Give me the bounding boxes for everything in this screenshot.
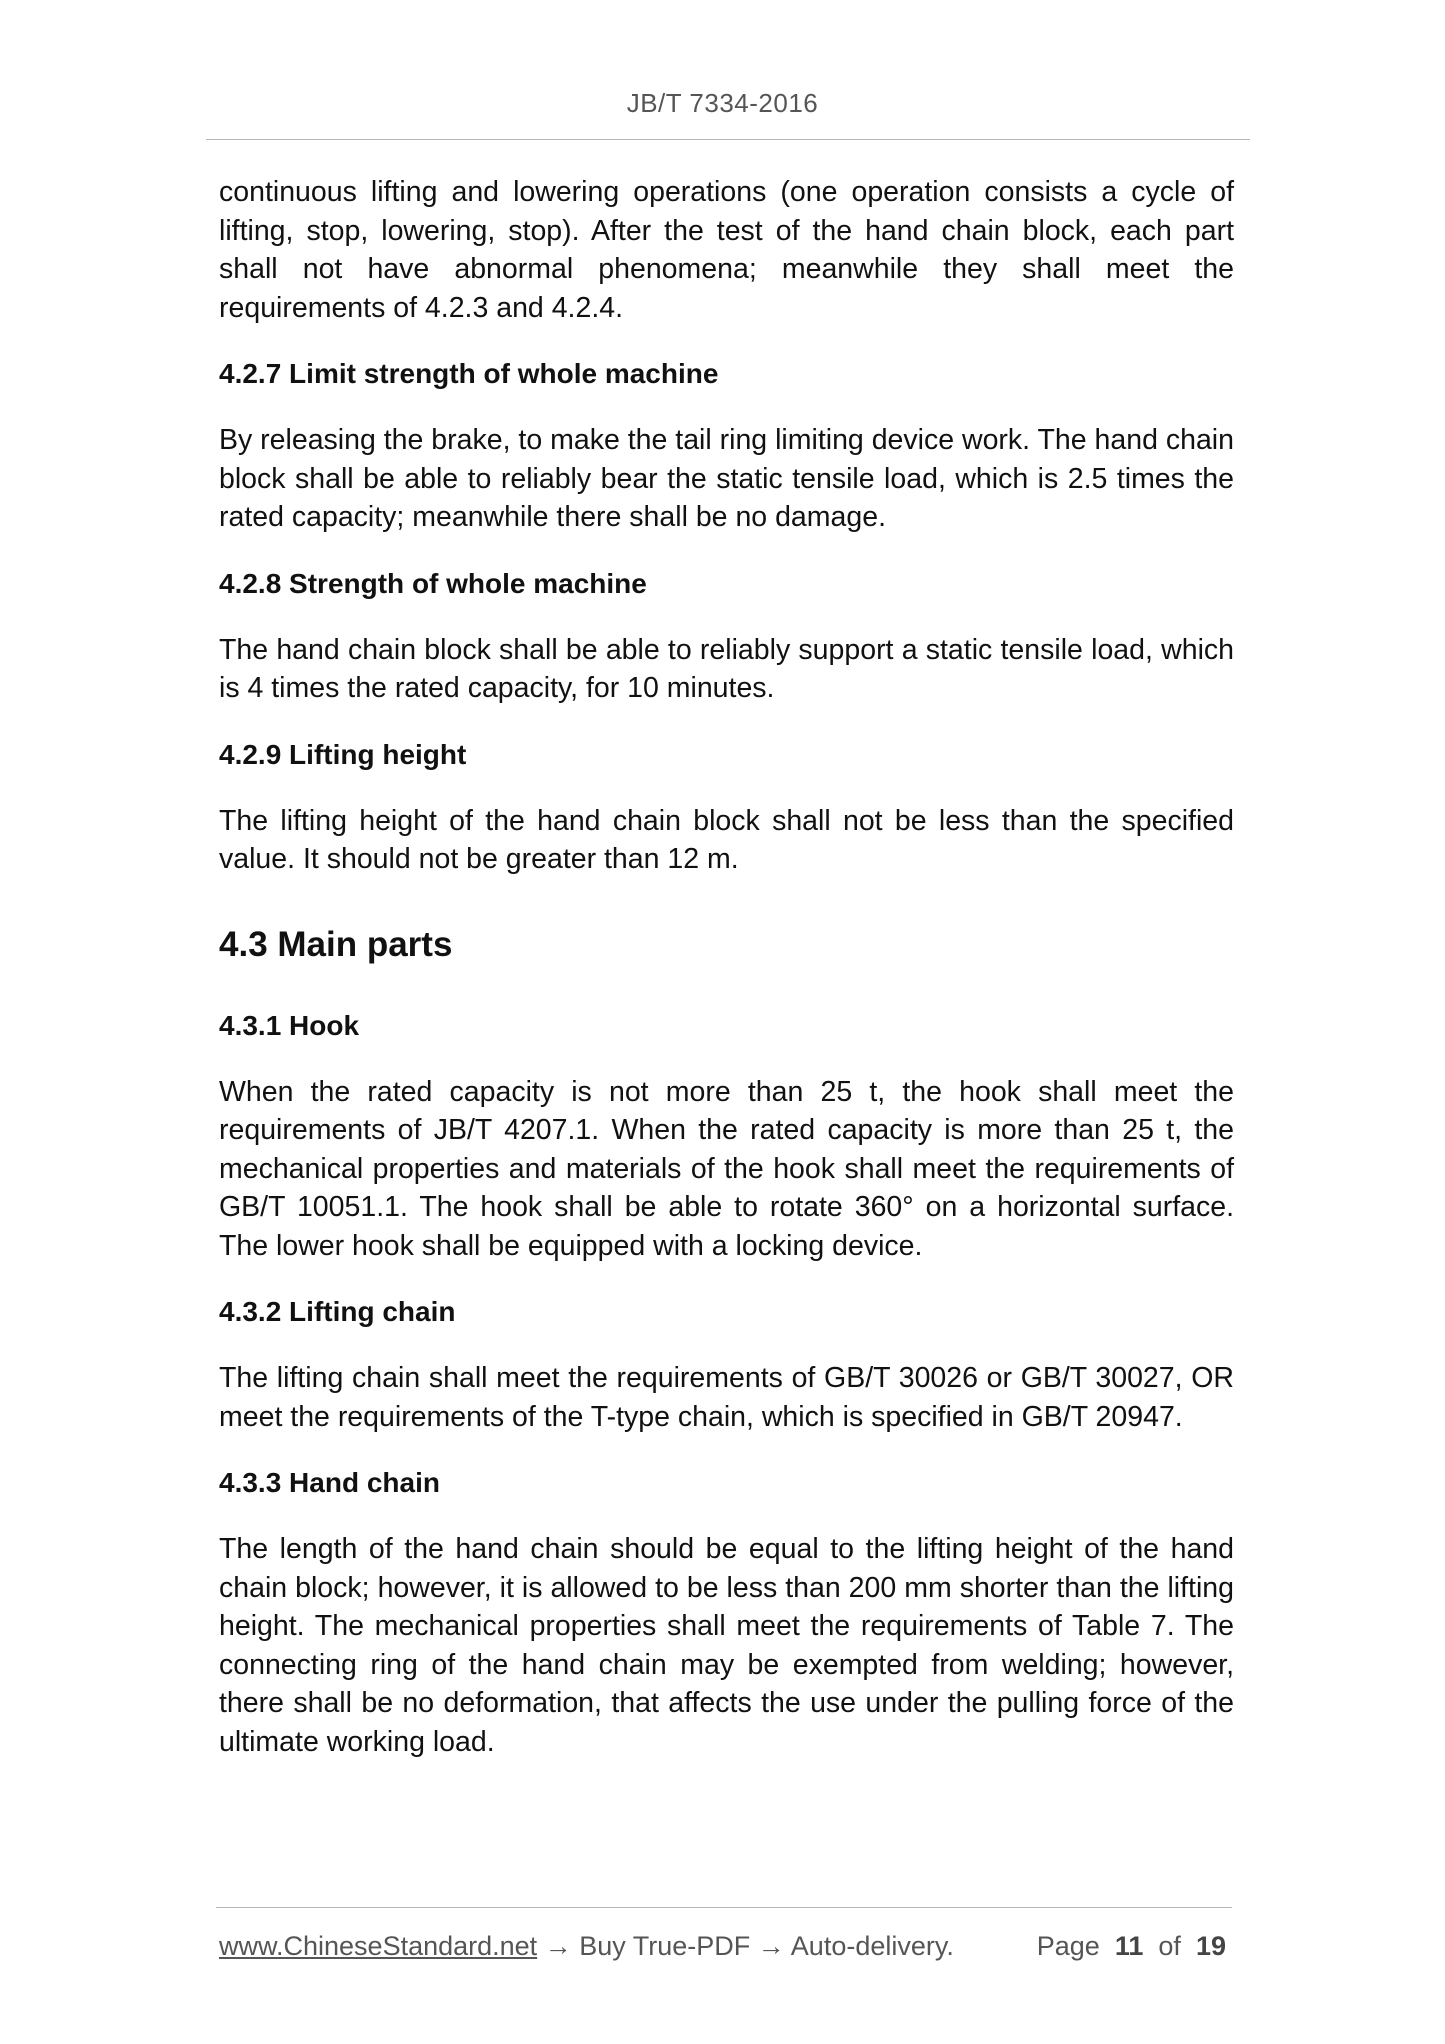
of-label: of xyxy=(1158,1931,1181,1961)
page-footer xyxy=(219,1926,1232,1966)
arrow-right-icon: → xyxy=(757,1931,785,1961)
section-4-2-7-text: By releasing the brake, to make the tail ring limiting device work. The hand chain block shall be able to reliably bear the static tensile load, which is 2.5 times the rated capacity; meanwhile there shall be no damage. xyxy=(219,424,1234,533)
footer-promo xyxy=(219,1926,954,1966)
buy-text: Buy True-PDF xyxy=(579,1931,751,1961)
section-4-2-7-heading: 4.2.7 Limit strength of whole machine xyxy=(219,358,719,389)
section-4-3-1-heading: 4.3.1 Hook xyxy=(219,1009,360,1041)
page-current: 11 xyxy=(1114,1931,1144,1961)
section-4-3-3-text: The length of the hand chain should be equal to the lifting height of the hand chain block; however, it is allowed to be less than 200 mm shorter than the lifting height. The mechanical properties shall meet the requirements of Table 7. The connecting ring of the hand chain may be exempted from welding; however, there shall be no deformation, that affects the use under the pulling force of the ultimate working load. xyxy=(219,1533,1234,1758)
document-id-header: JB/T 7334-2016 xyxy=(626,88,819,118)
section-4-2-8-text: The hand chain block shall be able to reliably support a static tensile load, which is 4 times the rated capacity, for 10 minutes. xyxy=(219,633,1234,704)
section-4-3-3-heading: 4.3.3 Hand chain xyxy=(219,1467,440,1498)
section-4-2-9-text: The lifting height of the hand chain block shall not be less than the specified value. It should not be greater than 12 m. xyxy=(219,804,1234,875)
section-4-3-heading: 4.3 Main parts xyxy=(219,924,453,964)
section-4-2-9-heading: 4.2.9 Lifting height xyxy=(219,738,467,770)
page-total: 19 xyxy=(1195,1931,1226,1961)
page-label: Page xyxy=(1036,1931,1100,1961)
section-4-3-2-heading: 4.3.2 Lifting chain xyxy=(219,1296,456,1327)
footer-divider xyxy=(216,1907,1232,1908)
intro-paragraph: continuous lifting and lowering operations (one operation consists a cycle of lifting, stop, lowering, stop). After the test of the hand chain block, each part shall not have abnormal phenomena; meanwhile they shall meet the requirements of 4.2.3 and 4.2.4. xyxy=(219,176,1234,324)
page-body xyxy=(219,173,1234,1761)
header-divider xyxy=(206,139,1250,140)
section-4-3-2-text: The lifting chain shall meet the requirements of GB/T 30026 or GB/T 30027, OR meet the requirements of the T-type chain, which is specified in GB/T 20947. xyxy=(219,1362,1234,1433)
delivery-text: Auto-delivery. xyxy=(790,1931,954,1961)
page-number xyxy=(1037,1926,1226,1966)
website-link[interactable]: www.ChineseStandard.net xyxy=(219,1931,538,1961)
arrow-right-icon: → xyxy=(544,1931,572,1961)
section-4-3-1-text: When the rated capacity is not more than 25 t, the hook shall meet the requirements of JB/T 4207.1. When the rated capacity is more than 25 t, the mechanical properties and materials of the hook shall meet the requirements of GB/T 10051.1. The hook shall be able to rotate 360° on a horizontal surface. The lower hook shall be equipped with a locking device. xyxy=(219,1075,1234,1262)
section-4-2-8-heading: 4.2.8 Strength of whole machine xyxy=(219,567,647,599)
